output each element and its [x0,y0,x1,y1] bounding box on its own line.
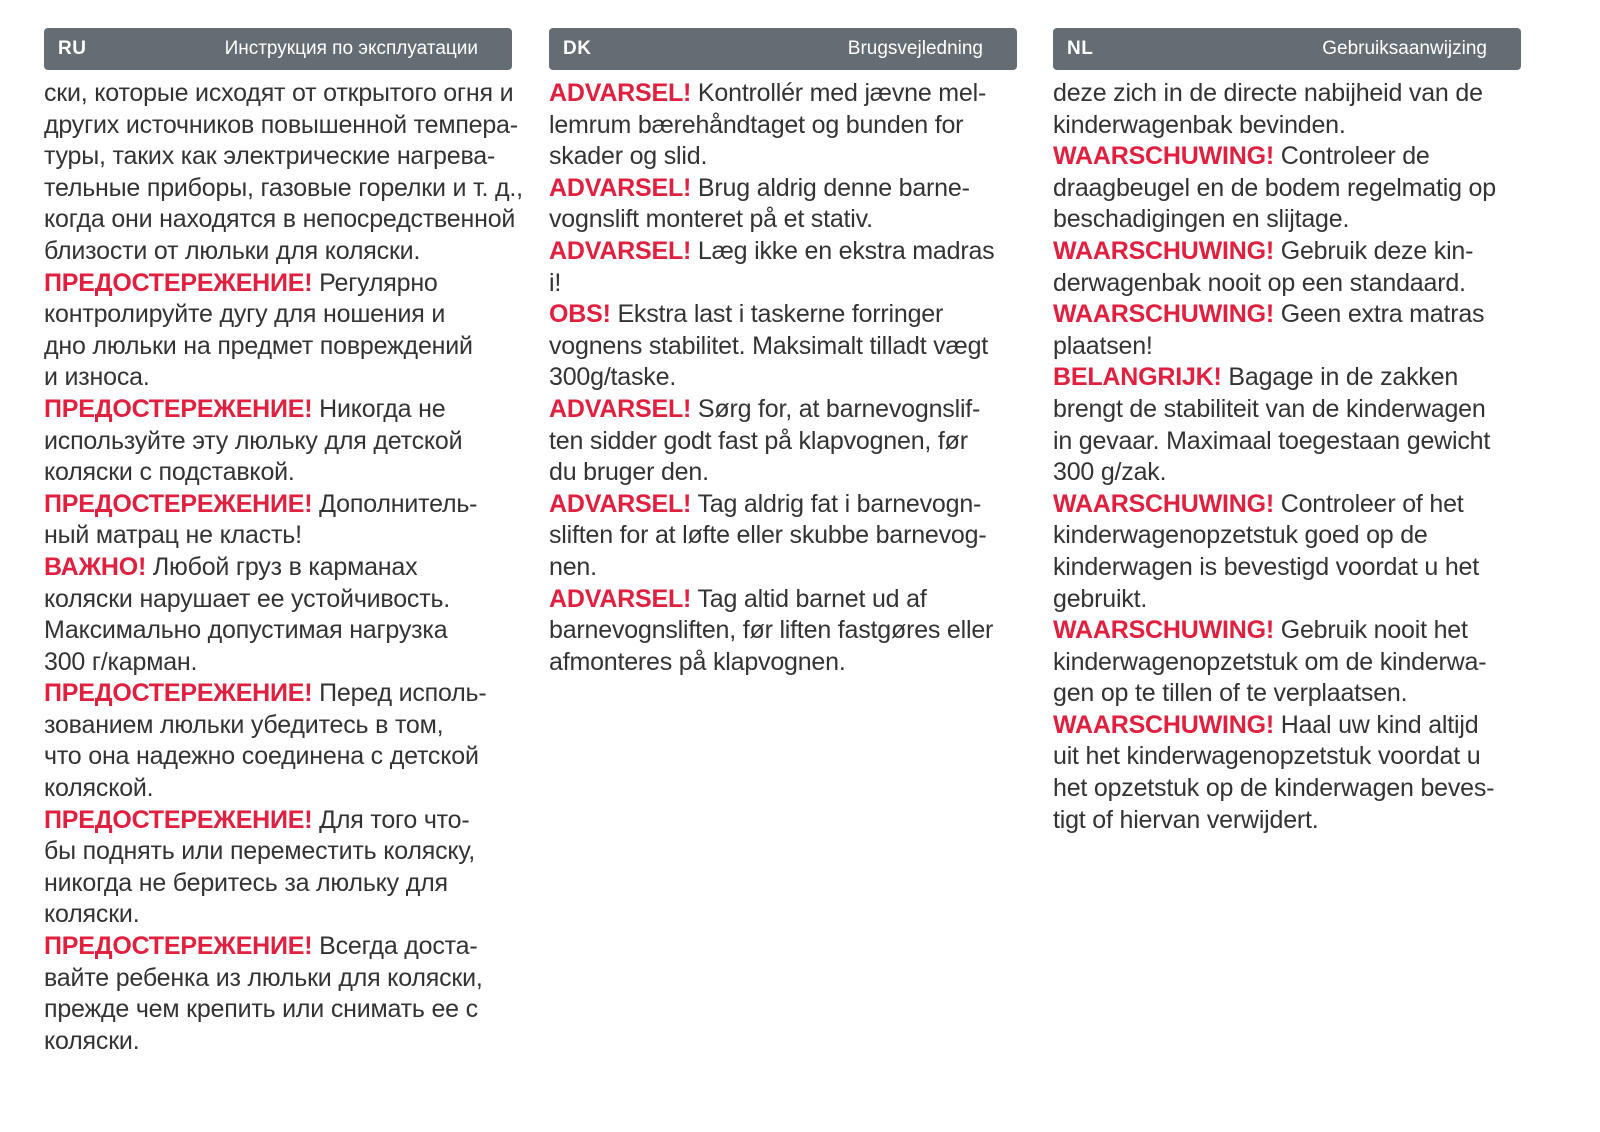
body-text: Controleer of het [1273,489,1464,518]
body-text: Перед исполь- [312,679,487,708]
warning-label: ПРЕДОСТЕРЕЖЕНИЕ! [44,805,313,834]
text-line [44,552,512,584]
body-text: nen. [549,552,597,581]
text-line [44,647,512,679]
body-text: plaatsen! [1053,331,1153,360]
text-line [44,362,512,394]
section-body [44,78,523,1057]
body-text: vognens stabilitet. Maksimalt tilladt vægt [549,331,989,360]
text-line [1053,204,1521,236]
body-text: kinderwagen is bevestigd voordat u het [1053,552,1480,581]
body-text: Sørg for, at barnevognslif- [691,394,981,423]
text-line [549,394,1017,426]
section-nl [1053,28,1521,836]
text-line [44,520,512,552]
body-text: ный матрац не класть! [44,521,302,550]
body-text: коляски с подставкой. [44,458,295,487]
body-text: derwagenbak nooit op een standaard. [1053,268,1466,297]
text-line [1053,457,1521,489]
section-header [549,28,1017,70]
text-line [549,615,1017,647]
text-line [1053,394,1521,426]
text-line [44,741,512,773]
text-line [549,173,1017,205]
text-line [44,963,512,995]
body-text: afmonteres på klapvognen. [549,647,846,676]
warning-label: ПРЕДОСТЕРЕЖЕНИЕ! [44,268,313,297]
text-line [1053,299,1521,331]
text-line [549,110,1017,142]
text-line [44,141,512,173]
text-line [44,868,512,900]
text-line [1053,520,1521,552]
body-text: Регулярно [312,268,438,297]
text-line [1053,331,1521,363]
warning-label: ПРЕДОСТЕРЕЖЕНИЕ! [44,932,313,961]
warning-label: ADVARSEL! [549,489,692,518]
text-line [549,331,1017,363]
body-text: используйте эту люльку для детской [44,426,463,455]
body-text: дно люльки на предмет повреждений [44,331,473,360]
body-text: Kontrollér med jævne mel- [691,79,987,107]
text-line [44,457,512,489]
body-text: коляской. [44,774,154,803]
text-line [1053,489,1521,521]
text-line [549,426,1017,458]
body-text: 300 g/zak. [1053,458,1167,487]
section-body [549,78,1017,678]
text-line [1053,710,1521,742]
text-line [44,268,512,300]
body-text: du bruger den. [549,458,709,487]
body-text: Bagage in de zakken [1221,363,1459,392]
text-line [1053,426,1521,458]
body-text: gebruikt. [1053,584,1148,613]
text-line [549,647,1017,679]
body-text: tigt of hiervan verwijdert. [1053,805,1319,834]
body-text: и износа. [44,363,150,392]
body-text: что она надежно соединена с детской [44,742,479,771]
text-line [44,805,512,837]
body-text: draagbeugel en de bodem regelmatig op [1053,173,1496,202]
text-line [44,994,512,1026]
body-text: тельные приборы, газовые горелки и т. д., [44,173,523,202]
body-text: Для того что- [312,805,470,834]
body-text: beschadigingen en slijtage. [1053,205,1350,234]
warning-label: WAARSCHUWING! [1053,142,1274,171]
language-code: DK [563,38,592,59]
body-text: gen op te tillen of te verplaatsen. [1053,679,1408,708]
warning-label: ADVARSEL! [549,173,692,202]
text-line [44,173,523,205]
body-text: brengt de stabiliteit van de kinderwagen [1053,394,1486,423]
text-line [44,78,512,110]
text-line [549,268,1017,300]
body-text: когда они находятся в непосредственной [44,205,516,234]
body-text: ски, которые исходят от открытого огня и [44,79,514,107]
text-line [44,331,512,363]
body-text: прежде чем крепить или снимать ее с [44,995,478,1024]
body-text: Gebruik deze kin- [1273,236,1474,265]
text-line [44,299,512,331]
warning-label: WAARSCHUWING! [1053,236,1274,265]
section-ru [44,28,523,1057]
text-line [549,520,1017,552]
body-text: Brug aldrig denne barne- [691,173,970,202]
warning-label: ВАЖНО! [44,552,147,581]
warning-label: ADVARSEL! [549,584,692,613]
body-text: коляски. [44,900,140,929]
body-text: skader og slid. [549,142,708,171]
text-line [1053,236,1521,268]
body-text: Дополнитель- [312,489,478,518]
body-text: Ekstra last i taskerne forringer [610,300,944,329]
body-text: Geen extra matras [1273,300,1485,329]
warning-label: ПРЕДОСТЕРЕЖЕНИЕ! [44,489,313,518]
text-line [44,615,512,647]
text-line [549,362,1017,394]
text-line [1053,268,1521,300]
text-line [1053,678,1521,710]
body-text: het opzetstuk op de kinderwagen beves- [1053,774,1495,803]
text-line [549,552,1017,584]
body-text: других источников повышенной темпера- [44,110,518,139]
warning-label: ПРЕДОСТЕРЕЖЕНИЕ! [44,394,313,423]
body-text: i! [549,268,562,297]
body-text: 300g/taske. [549,363,677,392]
body-text: контролируйте дугу для ношения и [44,300,446,329]
body-text: in gevaar. Maximaal toegestaan gewicht [1053,426,1491,455]
text-line [44,678,512,710]
body-text: barnevognsliften, før liften fastgøres eller [549,616,994,645]
body-text: близости от люльки для коляски. [44,236,421,265]
body-text: Tag aldrig fat i barnevogn- [691,489,982,518]
text-line [1053,615,1521,647]
section-title: Brugsvejledning [847,38,983,59]
body-text: Максимально допустимая нагрузка [44,616,448,645]
text-line [1053,584,1521,616]
body-text: Haal uw kind altijd [1273,710,1479,739]
section-dk [549,28,1017,678]
text-line [44,931,512,963]
text-line [549,299,1017,331]
body-text: uit het kinderwagenopzetstuk voordat u [1053,742,1481,771]
body-text: 300 г/карман. [44,647,198,676]
text-line [1053,110,1521,142]
body-text: Любой груз в карманах [146,552,418,581]
warning-label: WAARSCHUWING! [1053,489,1274,518]
warning-label: WAARSCHUWING! [1053,710,1274,739]
body-text: kinderwagenbak bevinden. [1053,110,1346,139]
text-line [1053,741,1521,773]
body-text: sliften for at løfte eller skubbe barnevog- [549,521,987,550]
text-line [44,899,512,931]
text-line [549,204,1017,236]
body-text: туры, таких как электрические нагрева- [44,142,496,171]
text-line [44,489,512,521]
body-text: Controleer de [1273,142,1430,171]
body-text: Læg ikke en ekstra madras [691,236,995,265]
body-text: Tag altid barnet ud af [691,584,927,613]
body-text: kinderwagenopzetstuk om de kinderwa- [1053,647,1487,676]
warning-label: ADVARSEL! [549,236,692,265]
text-line [1053,78,1521,110]
body-text: коляски нарушает ее устойчивость. [44,584,451,613]
text-line [44,836,512,868]
text-line [549,584,1017,616]
text-line [549,457,1017,489]
text-line [44,394,512,426]
warning-label: WAARSCHUWING! [1053,616,1274,645]
language-code: RU [58,38,87,59]
text-line [44,426,512,458]
text-line [1053,173,1521,205]
body-text: kinderwagenopzetstuk goed op de [1053,521,1428,550]
text-line [44,236,512,268]
body-text: коляски. [44,1026,140,1055]
section-header [44,28,512,70]
text-line [549,78,1017,110]
body-text: deze zich in de directe nabijheid van de [1053,79,1483,107]
warning-label: WAARSCHUWING! [1053,300,1274,329]
text-line [44,584,512,616]
text-line [44,773,512,805]
body-text: lemrum bærehåndtaget og bunden for [549,110,964,139]
warning-label: ADVARSEL! [549,79,692,107]
text-line [1053,552,1521,584]
body-text: зованием люльки убедитесь в том, [44,710,444,739]
section-body [1053,78,1521,836]
body-text: Gebruik nooit het [1273,616,1468,645]
text-line [1053,647,1521,679]
text-line [44,710,512,742]
text-line [1053,362,1521,394]
text-line [44,110,518,142]
warning-label: ADVARSEL! [549,394,692,423]
text-line [1053,805,1521,837]
section-title: Gebruiksaanwijzing [1322,38,1487,59]
text-line [44,1026,512,1058]
text-line [1053,141,1521,173]
section-title: Инструкция по эксплуатации [224,38,478,59]
body-text: vognslift monteret på et stativ. [549,205,873,234]
body-text: Всегда доста- [312,932,478,961]
body-text: никогда не беритесь за люльку для [44,868,448,897]
body-text: Никогда не [312,394,446,423]
section-header [1053,28,1521,70]
warning-label: ПРЕДОСТЕРЕЖЕНИЕ! [44,679,313,708]
text-line [549,489,1017,521]
text-line [549,141,1017,173]
body-text: бы поднять или переместить коляску, [44,837,475,866]
text-line [549,236,1017,268]
body-text: вайте ребенка из люльки для коляски, [44,963,483,992]
warning-label: BELANGRIJK! [1053,363,1222,392]
warning-label: OBS! [549,300,611,329]
text-line [1053,773,1521,805]
body-text: ten sidder godt fast på klapvognen, før [549,426,968,455]
text-line [44,204,516,236]
language-code: NL [1067,38,1094,59]
